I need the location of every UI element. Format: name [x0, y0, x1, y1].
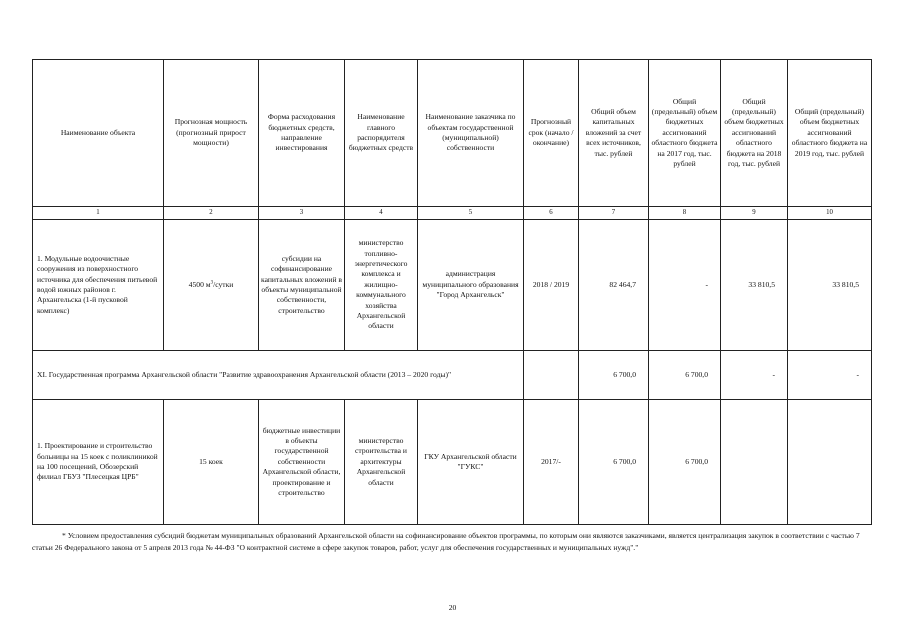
col-number: 1: [33, 207, 164, 220]
col-number: 4: [345, 207, 418, 220]
col-number: 8: [649, 207, 721, 220]
section-2019: -: [788, 351, 872, 400]
row1-manager: министерство топливно-энергетического комплекса и жилищно-коммунального хозяйства Архангельской области: [345, 220, 418, 351]
row1-capacity-unit: /сутки: [213, 279, 234, 289]
col-number: 6: [524, 207, 579, 220]
row1-term: 2018 / 2019: [524, 220, 579, 351]
header-capacity: Прогнозная мощность (прогнозный прирост мощности): [164, 60, 259, 207]
header-2018: Общий (предельный) объем бюджетных ассигнований областного бюджета на 2018 год, тыс. рублей: [721, 60, 788, 207]
row2-2018: [721, 400, 788, 525]
col-number: 10: [788, 207, 872, 220]
row1-capacity-superscript: 3: [210, 280, 214, 286]
section-title: XI. Государственная программа Архангельской области "Развитие здравоохранения Архангельской области (2013 – 2020 годы)": [33, 351, 524, 400]
header-total: Общий объем капитальных вложений за счет всех источников, тыс. рублей: [579, 60, 649, 207]
col-number: 2: [164, 207, 259, 220]
footnote-text: * Условием предоставления субсидий бюджетам муниципальных образований Архангельской области на софинансирование объектов программы, по которым они являются заказчиками, является централизация закупок в соответствии с частью 7 статьи 26 Федерального закона от 5 апреля 2013 года № 44-ФЗ "О контрактной системе в сфере закупок товаров, работ, услуг для обеспечения государственных и муниципальных нужд".": [32, 531, 860, 552]
header-manager: Наименование главного распорядителя бюджетных средств: [345, 60, 418, 207]
row2-total: 6 700,0: [579, 400, 649, 525]
row1-customer: администрация муниципального образования "Город Архангельск": [418, 220, 524, 351]
col-number: 7: [579, 207, 649, 220]
row2-capacity: 15 коек: [164, 400, 259, 525]
section-term: [524, 351, 579, 400]
row1-total: 82 464,7: [579, 220, 649, 351]
col-number: 5: [418, 207, 524, 220]
col-number: 9: [721, 207, 788, 220]
section-2018: -: [721, 351, 788, 400]
row2-object: 1. Проектирование и строительство больницы на 15 коек с поликлиникой на 100 посещений, Обозерский филиал ГБУЗ "Плесецкая ЦРБ": [33, 400, 164, 525]
investment-table: [32, 59, 872, 525]
row1-2018: 33 810,5: [721, 220, 788, 351]
header-object: Наименование объекта: [33, 60, 164, 207]
row2-2017: 6 700,0: [649, 400, 721, 525]
table-row: [33, 220, 872, 351]
row1-capacity-value: 4500 м: [188, 279, 211, 289]
table-row: [33, 400, 872, 525]
header-2019: Общий (предельный) объем бюджетных ассигнований областного бюджета на 2019 год, тыс. рублей: [788, 60, 872, 207]
section-total: 6 700,0: [579, 351, 649, 400]
footnote: [32, 530, 872, 553]
section-row: [33, 351, 872, 400]
header-term: Прогнозный срок (начало / окончание): [524, 60, 579, 207]
row1-2019: 33 810,5: [788, 220, 872, 351]
row1-form: субсидии на софинансирование капитальных вложений в объекты муниципальной собственности, строительство: [259, 220, 345, 351]
header-customer: Наименование заказчика по объектам государственной (муниципальной) собственности: [418, 60, 524, 207]
header-form: Форма расходования бюджетных средств, направление инвестирования: [259, 60, 345, 207]
section-2017: 6 700,0: [649, 351, 721, 400]
row1-object: 1. Модульные водоочистные сооружения из поверхностного источника для обеспечения питьевой водой южных районов г. Архангельска (1-й пусковой комплекс): [33, 220, 164, 351]
row1-capacity: [164, 220, 259, 351]
row2-term: 2017/-: [524, 400, 579, 525]
row2-customer: ГКУ Архангельской области "ГУКС": [418, 400, 524, 525]
header-row: [33, 60, 872, 207]
header-2017: Общий (предельный) объем бюджетных ассигнований областного бюджета на 2017 год, тыс. рублей: [649, 60, 721, 207]
col-number: 3: [259, 207, 345, 220]
column-number-row: [33, 207, 872, 220]
page-number: 20: [448, 603, 457, 612]
row2-form: бюджетные инвестиции в объекты государственной собственности Архангельской области, проектирование и строительство: [259, 400, 345, 525]
row2-manager: министерство строительства и архитектуры Архангельской области: [345, 400, 418, 525]
row1-2017: -: [649, 220, 721, 351]
row2-2019: [788, 400, 872, 525]
